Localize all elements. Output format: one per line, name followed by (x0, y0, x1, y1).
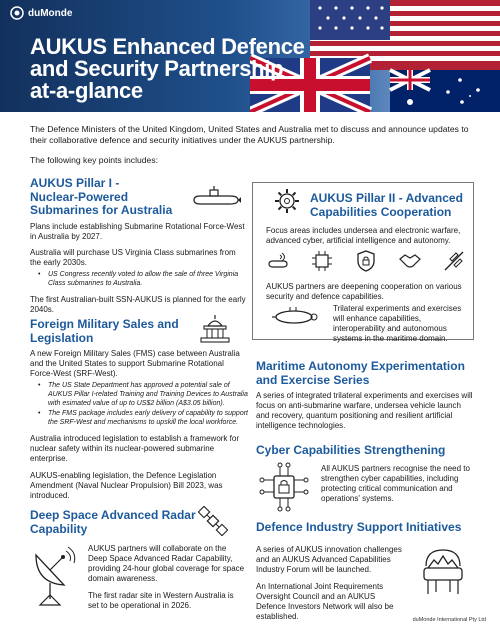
fms-p3: AUKUS-enabling legislation, the Defence Legislation Amendment (Naval Nuclear Propulsion) Bill 2023, was introduced. (30, 471, 223, 500)
brand-name: duMonde (28, 7, 73, 19)
fms-bullet1: • The US State Department has approved a potential sale of AUKUS Pillar I-related Training and Training Devices to Australia with esimated value of up to US$2 billion (A$3.05 billion). (30, 381, 248, 408)
radar-p1: AUKUS partners will collaborate on the Deep Space Advanced Radar Capability, providing 24-hour global coverage for space domain awareness. (88, 544, 245, 583)
industry-body (256, 545, 406, 622)
drone-submarine-icon (268, 304, 324, 330)
satellite-icon (198, 506, 228, 536)
industry-heading: Defence Industry Support Initiatives (256, 520, 462, 534)
submarine-sonar-icon (266, 249, 290, 273)
pillar1-heading (30, 177, 195, 218)
pillar2-p3: Trilateral experiments and exercises will enhance capabilities, interoperability and autonomous systems in the maritime domain. (333, 304, 462, 343)
heading-line: Capability (30, 521, 88, 536)
heading-line: Submarines for Australia (30, 203, 173, 217)
points-lead: The following key points includes: (30, 155, 159, 165)
submarine-icon (190, 185, 242, 209)
title-line: at-a-glance (30, 78, 143, 103)
pillar2-icon-row (266, 249, 466, 275)
radar-body (88, 544, 246, 611)
pillar1-p1: Plans include establishing Submarine Rotational Force-West in Australia by 2027. (30, 222, 245, 241)
fms-p2: Australia introduced legislation to establish a framework for nuclear safety within its nuclear-powered submarine enterprise. (30, 434, 239, 463)
handshake-icon (398, 249, 422, 273)
pillar1-bullet: • US Congress recently voted to allow the sale of three Virginia Class submarines to Australia. (30, 270, 248, 288)
heading-line: and Exercise Series (256, 372, 370, 387)
maritime-p1: A series of integrated trilateral experiments and exercises will focus on anti-submarine warfare, undersea vehicle launch and recovery, quantum positioning and resilient artificial intelligence technologies. (256, 391, 473, 430)
hands-teamwork-icon (414, 540, 472, 598)
heading-line: Capabilities Cooperation (310, 204, 452, 219)
fms-p1: A new Foreign Military Sales (FMS) case between Australia and the United States to support Submarine Rotational Force-West (SRF-West). (30, 349, 240, 378)
radar-heading (30, 509, 220, 536)
fighter-jet-icon (442, 249, 466, 273)
title-line: and Security Partnership (30, 56, 284, 81)
maritime-heading (256, 360, 486, 387)
pillar1-body (30, 222, 248, 315)
hero-banner (0, 0, 500, 112)
gears-brain-icon (272, 186, 302, 216)
pillar2-heading (310, 192, 475, 219)
cyber-heading: Cyber Capabilities Strengthening (256, 443, 446, 457)
pillar1-p3: The first Australian-built SSN-AUKUS is planned for the early 2040s. (30, 295, 246, 314)
heading-line: Maritime Autonomy Experimentation (256, 359, 465, 373)
pillar2-p2: AUKUS partners are deepening cooperation on various security and defence capabilities. (266, 282, 462, 301)
cyber-p1: All AUKUS partners recognise the need to strengthen cyber capabilities, including protecting critical communication and operations' systems. (321, 464, 470, 503)
pillar1-p2: Australia will purchase US Virginia Class submarines from the early 2030s. (30, 248, 236, 267)
heading-line: AUKUS Pillar II - Advanced (310, 191, 463, 205)
heading-line: Foreign Military Sales and (30, 317, 179, 331)
intro-paragraph: The Defence Ministers of the United Kingdom, United States and Australia met to discuss and announce updates to their collaborative defence and security initiatives under the AUKUS partnership. (30, 124, 469, 145)
title-line: AUKUS Enhanced Defence (30, 34, 305, 59)
pillar2-p1: Focus areas includes undersea and electronic warfare, advanced cyber, artificial intelligence and autonomy. (266, 226, 461, 245)
capitol-building-icon (198, 314, 232, 344)
circuit-chip-icon (310, 249, 334, 273)
brand (10, 6, 72, 20)
cyber-lock-network-icon (258, 462, 310, 512)
heading-line: Nuclear-Powered (30, 189, 129, 204)
fms-body (30, 349, 248, 501)
heading-line: AUKUS Pillar I - (30, 176, 120, 190)
heading-line: Legislation (30, 330, 94, 345)
footer-credit: duMonde International Pty Ltd (412, 617, 486, 623)
radar-p2: The first radar site in Western Australia is set to be operational in 2026. (88, 591, 234, 610)
industry-p1: A series of AUKUS innovation challenges and an AUKUS Advanced Capabilities Industry Forum will be launched. (256, 545, 402, 574)
fms-heading (30, 318, 200, 345)
radar-dish-icon (30, 545, 80, 607)
heading-line: Deep Space Advanced Radar (30, 508, 196, 522)
shield-icon (354, 249, 378, 273)
fms-bullet2: • The FMS package includes early delivery of capability to support the SRF-West and mechanisms to upskill the local workforce. (30, 409, 248, 427)
industry-p2: An International Joint Requirements Oversight Council and an AUKUS Defence Investors Network will also be established. (256, 582, 394, 621)
brand-logo-icon (10, 6, 24, 20)
page-title (30, 36, 350, 102)
